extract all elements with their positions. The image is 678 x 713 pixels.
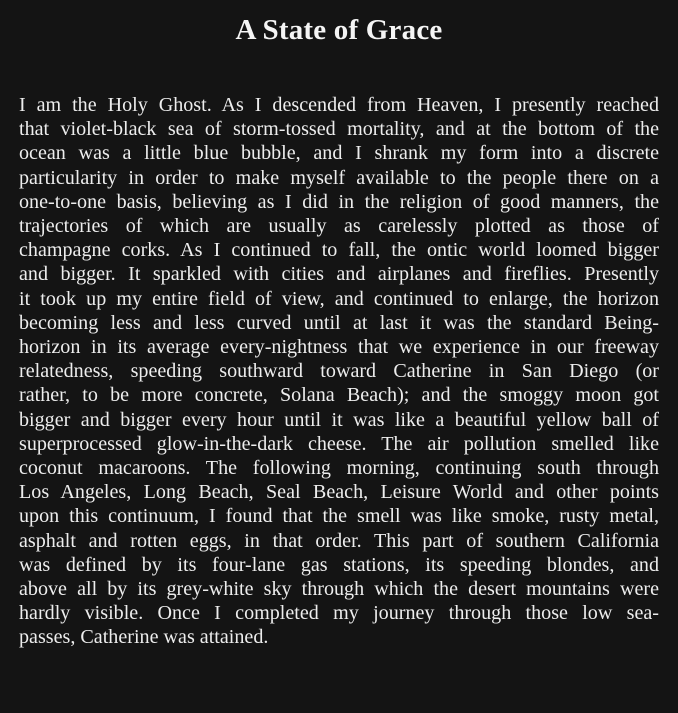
paragraph-line: I am the Holy Ghost. As I descended from Heaven, I presently reached [19, 94, 659, 116]
paragraph-line: coconut macaroons. The following morning, continuing south through [19, 457, 659, 480]
paragraph-line: upon this continuum, I found that the smell was like smoke, rusty metal, [19, 505, 659, 528]
paragraph-line: Los Angeles, Long Beach, Seal Beach, Leisure World and other points [19, 481, 659, 504]
paragraph-line: it took up my entire field of view, and continued to enlarge, the horizon [19, 287, 659, 310]
paragraph-line: horizon in its average every-nightness that we experience in our freeway [19, 336, 659, 359]
body-paragraph [19, 93, 659, 650]
paragraph-line: above all by its grey-white sky through which the desert mountains were [19, 578, 659, 601]
paragraph-line: rather, to be more concrete, Solana Beach); and the smoggy moon got [19, 384, 659, 407]
paragraph-line: that violet-black sea of storm-tossed mortality, and at the bottom of the [19, 118, 659, 141]
paragraph-line: passes, Catherine was attained. [19, 626, 269, 649]
paragraph-line: ocean was a little blue bubble, and I shrank my form into a discrete [19, 142, 659, 165]
paragraph-line: becoming less and less curved until at last it was the standard Being- [19, 311, 659, 334]
paragraph-line: one-to-one basis, believing as I did in the religion of good manners, the [19, 190, 659, 213]
paragraph-line: trajectories of which are usually as carelessly plotted as those of [19, 215, 659, 238]
paragraph-line: asphalt and rotten eggs, in that order. This part of southern California [19, 529, 659, 552]
paragraph-line: champagne corks. As I continued to fall, the ontic world loomed bigger [19, 239, 659, 262]
paragraph-line: hardly visible. Once I completed my journey through those low sea- [19, 602, 659, 625]
paragraph-line: bigger and bigger every hour until it was like a beautiful yellow ball of [19, 408, 659, 431]
paragraph-line: relatedness, speeding southward toward Catherine in San Diego (or [19, 360, 659, 383]
paragraph-line: was defined by its four-lane gas stations, its speeding blondes, and [19, 553, 659, 576]
document-title: A State of Grace [235, 14, 443, 46]
paragraph-line: superprocessed glow-in-the-dark cheese. The air pollution smelled like [19, 432, 659, 455]
paragraph-line: and bigger. It sparkled with cities and airplanes and fireflies. Presently [19, 263, 659, 286]
paragraph-line: particularity in order to make myself available to the people there on a [19, 166, 659, 189]
